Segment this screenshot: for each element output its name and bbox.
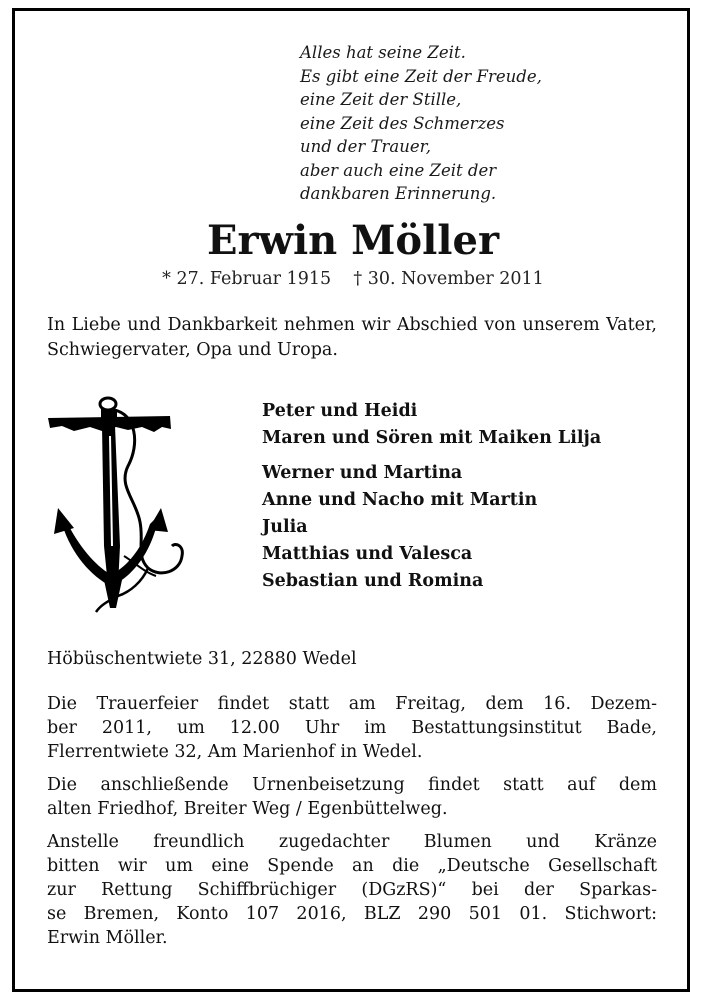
mourner-line: Anne und Nacho mit Martin <box>262 490 538 510</box>
mourner-line: Matthias und Valesca <box>262 544 473 564</box>
address: Höbüschentwiete 31, 22880 Wedel <box>47 649 357 669</box>
poem-line: Alles hat seine Zeit. <box>300 43 466 62</box>
burial-paragraph <box>47 773 657 821</box>
poem <box>300 41 680 206</box>
mourner-line: Julia <box>262 517 308 537</box>
paragraph-line: alten Friedhof, Breiter Weg / Egenbüttelweg. <box>47 799 448 819</box>
poem-line: und der Trauer, <box>300 137 431 156</box>
intro-text: In Liebe und Dankbarkeit nehmen wir Abschied von unserem Vater, Schwiegervater, Opa und Uropa. <box>47 315 657 360</box>
mourners-group <box>262 398 682 452</box>
mourner-line: Werner und Martina <box>262 463 463 483</box>
poem-line: aber auch eine Zeit der <box>300 160 497 180</box>
paragraph-line: zur Rettung Schiffbrüchiger (DGzRS)“ bei der Sparkas- <box>47 880 657 900</box>
poem-line: eine Zeit der Stille, <box>300 90 462 109</box>
poem-line: dankbaren Erinnerung. <box>300 184 497 203</box>
mourners-list <box>262 398 682 603</box>
death-date: † 30. November 2011 <box>353 269 544 289</box>
paragraph-line: Flerrentwiete 32, Am Marienhof in Wedel. <box>47 742 423 762</box>
poem-line: Es gibt eine Zeit der Freude, <box>300 66 542 86</box>
anchor-icon <box>44 396 189 614</box>
paragraph-line: bitten wir um eine Spende an die „Deutsche Gesellschaft <box>47 856 657 876</box>
funeral-paragraph <box>47 692 657 764</box>
donation-paragraph <box>47 830 657 950</box>
paragraph-line: Anstelle freundlich zugedachter Blumen und Kränze <box>47 832 657 852</box>
paragraph-line: Die Trauerfeier findet statt am Freitag, dem 16. Dezem- <box>47 694 657 714</box>
mourner-line: Maren und Sören mit Maiken Lilja <box>262 428 602 448</box>
paragraph-line: Die anschließende Urnenbeisetzung findet statt auf dem <box>47 775 657 795</box>
mourner-line: Peter und Heidi <box>262 401 418 421</box>
paragraph-line: se Bremen, Konto 107 2016, BLZ 290 501 01. Stichwort: <box>47 904 657 924</box>
deceased-name: Erwin Möller <box>206 217 500 264</box>
paragraph-line: Erwin Möller. <box>47 928 168 948</box>
mourner-line: Sebastian und Romina <box>262 571 484 591</box>
paragraph-line: ber 2011, um 12.00 Uhr im Bestattungsinstitut Bade, <box>47 718 657 738</box>
poem-line: eine Zeit des Schmerzes <box>300 113 505 133</box>
life-dates <box>0 267 706 291</box>
mourners-group <box>262 460 682 595</box>
birth-date: * 27. Februar 1915 <box>162 269 332 289</box>
